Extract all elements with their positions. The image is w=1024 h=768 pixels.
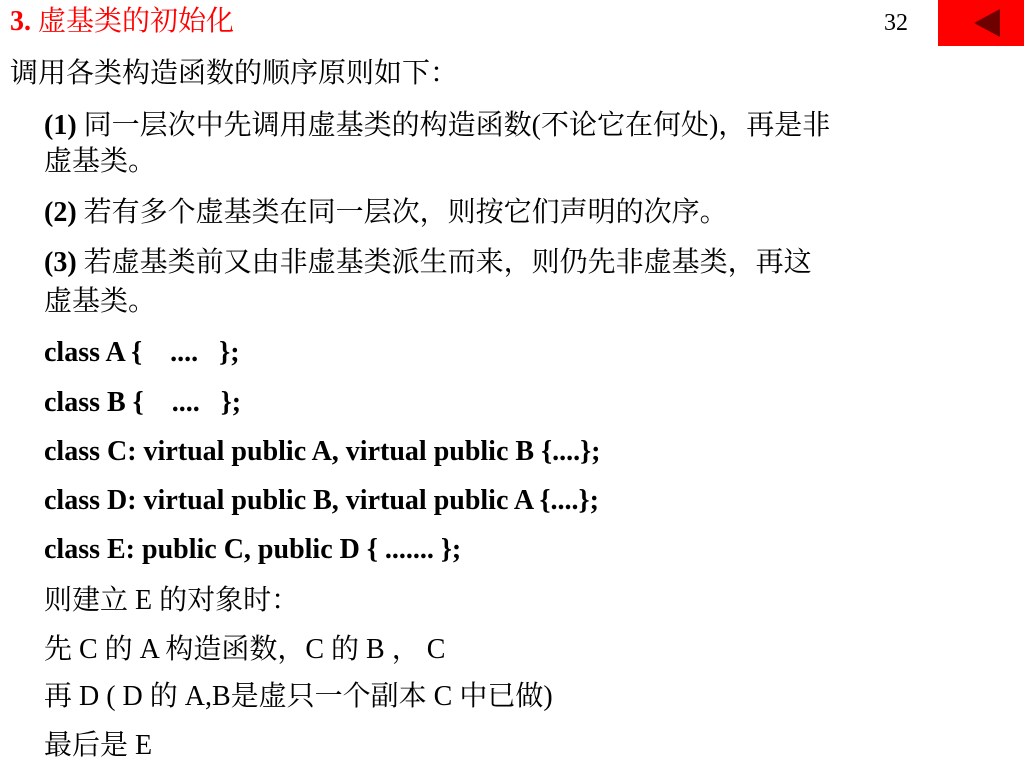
conclusion-line: 则建立 E 的对象时： bbox=[44, 585, 300, 616]
rule-3-continuation: 虚基类。 bbox=[44, 286, 157, 317]
code-line: class C: virtual public A, virtual public B {....}; bbox=[44, 436, 601, 467]
rule-1 bbox=[44, 106, 830, 146]
title-text: 虚基类的初始化 bbox=[38, 6, 235, 37]
back-arrow-icon bbox=[938, 0, 1024, 46]
page-number: 32 bbox=[884, 10, 908, 36]
rule-3 bbox=[44, 243, 812, 283]
intro-text: 调用各类构造函数的顺序原则如下： bbox=[10, 58, 459, 89]
rule-1-label: (1) bbox=[44, 110, 77, 141]
rule-3-text: 若虚基类前又由非虚基类派生而来，则仍先非虚基类，再这 bbox=[83, 247, 812, 278]
code-line: class E: public C, public D { ....... }; bbox=[44, 534, 462, 565]
back-button[interactable] bbox=[938, 0, 1024, 46]
conclusion-line: 先 C 的 A 构造函数，C 的 B ， C bbox=[44, 634, 446, 665]
rule-1-continuation: 虚基类。 bbox=[44, 146, 157, 177]
conclusion-line: 再 D ( D 的 A,B是虚只一个副本 C 中已做) bbox=[44, 681, 553, 712]
code-line: class B { .... }; bbox=[44, 387, 242, 418]
rule-2-text: 若有多个虚基类在同一层次，则按它们声明的次序。 bbox=[83, 197, 728, 228]
code-line: class A { .... }; bbox=[44, 337, 240, 368]
slide-title bbox=[10, 2, 234, 42]
conclusion-line: 最后是 E bbox=[44, 730, 153, 761]
code-line: class D: virtual public B, virtual public A {....}; bbox=[44, 485, 599, 516]
rule-1-text: 同一层次中先调用虚基类的构造函数(不论它在何处)，再是非 bbox=[83, 110, 831, 141]
title-number: 3. bbox=[10, 6, 31, 37]
rule-3-label: (3) bbox=[44, 247, 77, 278]
rule-2 bbox=[44, 193, 728, 233]
rule-2-label: (2) bbox=[44, 197, 77, 228]
